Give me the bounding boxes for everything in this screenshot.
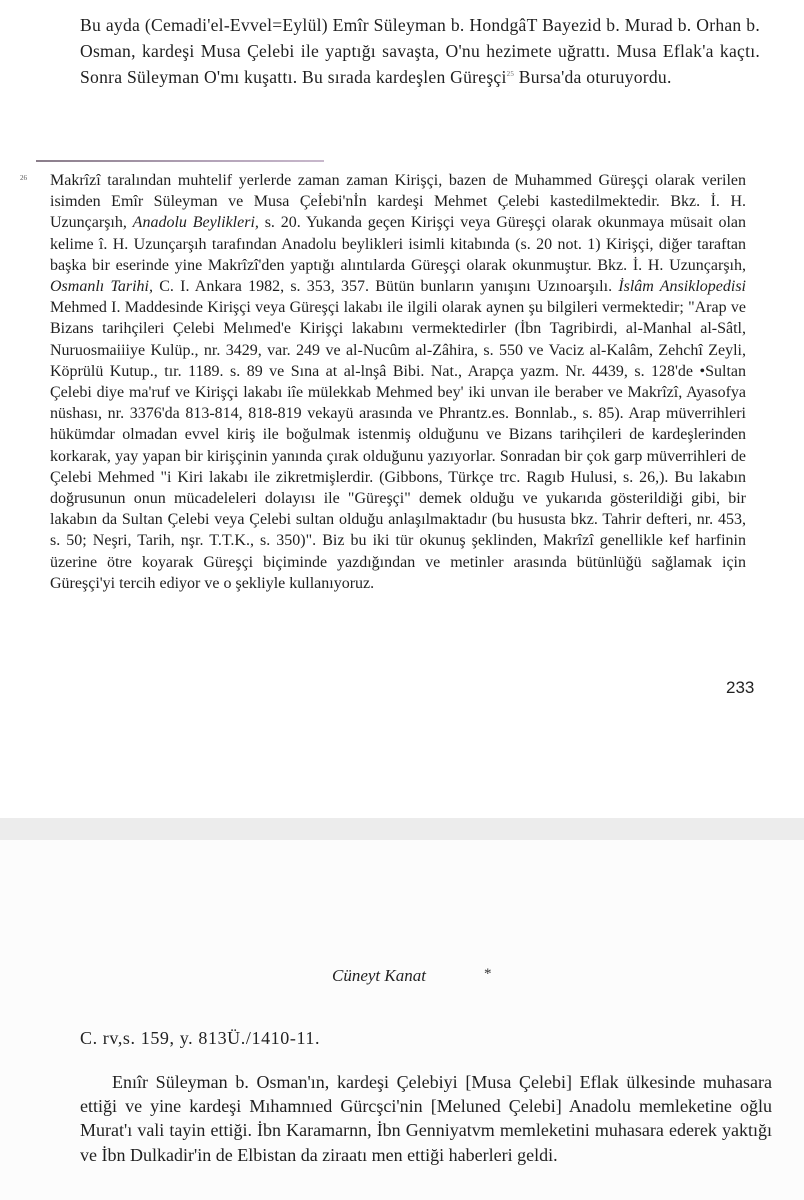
footnote-text: [50, 170, 746, 594]
bottom-paragraph: Enıîr Süleyman b. Osman'ın, kardeşi Çelebiyi [Musa Çelebi] Eflak ülkesinde muhasara ettiği ve yine kardeşi Mıhamnıed Gürcşci'nin [Meluned Çelebi] Anadolu memleketine oğlu Murat'ı vali tayin ettiği. İbn Karamarnn, İbn Genniyatvm memleketini muhasara ederek yaktığı ve İbn Dulkadir'in de Elbistan da ziraatı men ettiği haberleri geldi.: [80, 1072, 772, 1165]
body-text-end: Bursa'da oturuyordu.: [518, 67, 672, 87]
header-mark: *: [484, 966, 492, 982]
footnote-book-title: Osmanlı Tarihi,: [50, 278, 153, 296]
footnote-segment: s. 20. Yukanda geçen Kirişçi veya Güreşçi olarak okunmaya müsait olan kelime î. H. Uzunçarşıh tarafından Anadolu beylikleri isimli kitabında (s. 20 not. 1) Kirişçi, diğer taraftan başka bir eserinde yine Makrîzî'den yaptığı alıntılarda Güreşçi olarak okunmuştur. Bkz. İ. H. Uzunçarşıh,: [50, 214, 747, 274]
footnote-segment: Makrîzî taralından muhtelif yerlerde zaman zaman Kirişçi, bazen de Muhammed Güreşçi olarak verilen isimden Emîr Süleyman ve Musa Çeİebi'nİn kardeşi Mehmet Çelebi kastedilmektedir. Bkz. İ. H. Uzunçarşıh,: [50, 172, 746, 232]
bottom-page: [0, 840, 804, 1200]
page-number: 233: [726, 678, 755, 697]
body-text: Bu ayda (Cemadi'el-Evvel=Eylül) Emîr Süleyman b. HondgâT Bayezid b. Murad b. Orhan b. Osman, kardeşi Musa Çelebi ile yaptığı savaşta, O'nu hezimete uğrattı. Musa Eflak'a kaçtı. Sonra Süleyman O'mı kuşattı. Bu sırada kardeşlen Güreşçi: [80, 15, 760, 87]
footnote-number: 26: [20, 174, 27, 182]
footnote-separator: [36, 160, 324, 162]
citation-line: C. rv,s. 159, y. 813Ü./1410-11.: [80, 1028, 321, 1048]
running-header: Cüneyt Kanat: [332, 966, 426, 985]
footnote-segment: Mehmed I. Maddesinde Kirişçi veya Güreşçi lakabı ile ilgili olarak aynen şu bilgileri vermektedir; "Arap ve Bizans tarihçileri Çelebi Melımed'e Kirişçi lakabını vermektedirler (İbn Tagribirdi, al-Manhal al-Sâtl, Nuruosmaiiiye Kulüp., nr. 3429, var. 249 ve al-Nucûm al-Zâhira, s. 550 ve Vaciz al-Kalâm, Zehchî Zeyli, Köprülü Kutup., tır. 1189. s. 89 ve Sına at al-lnşâ Bibi. Nat., Arapça yazm. Nr. 4439, s. 128'de •Sultan Çelebi diye ma'ruf ve Kirişçi lakabı iîe mülekkab Mehmed bey' iki unvan ile beraber ve Makrîzî, Ayasofya nüshası, nr. 3376'da 813-814, 818-819 vekayü arasında ve Phrantz.es. Bonnlab., s. 85). Arap müverrihleri hükümdar olmadan evvel kiriş ile boğulmak istenmiş olduğunu ve Bizans tarihçileri de kardeşlerinden korkarak, yay yapan bir kirişçinin yanında çırak olduğunu yazıyorlar. Sonradan bir çok garp müverrihleri de Çelebi Mehmed "i Kiri lakabı ile zikretmişlerdir. (Gibbons, Türkçe trc. Ragıb Hulusi, s. 26,). Bu lakabın doğrusunun onun mücadeleleri dolayısı ile "Güreşçi" demek olduğu ve yukarıda gösterildiği gibi, bir lakabın da Sultan Çelebi veya Çelebi sultan olduğu anlaşılmaktadır (bu hususta bkz. Tahrir defteri, nr. 453, s. 50; Neşri, Tarih, nşr. T.T.K., s. 350)". Biz bu iki tür okunuş şeklinden, Makrîzî genellikle kef harfinin üzerine ötre koyarak Güreşçi biçiminde yazdığından ve metinler arasında bütünlüğü sağlamak için Güreşçi'yi tercih ediyor ve o şekliyle kullanıyoruz.: [50, 299, 746, 592]
body-paragraph: [80, 12, 760, 90]
footnote-reference: 25: [506, 70, 515, 79]
page-gap: [0, 818, 804, 840]
footnote-book-title: Anadolu Beylikleri,: [132, 214, 259, 232]
footnote-book-title: İslâm Ansiklopedisi: [618, 278, 746, 296]
footnote-segment: C. I. Ankara 1982, s. 353, 357. Bütün bunların yanışını Uzınoarşılı.: [153, 278, 619, 296]
